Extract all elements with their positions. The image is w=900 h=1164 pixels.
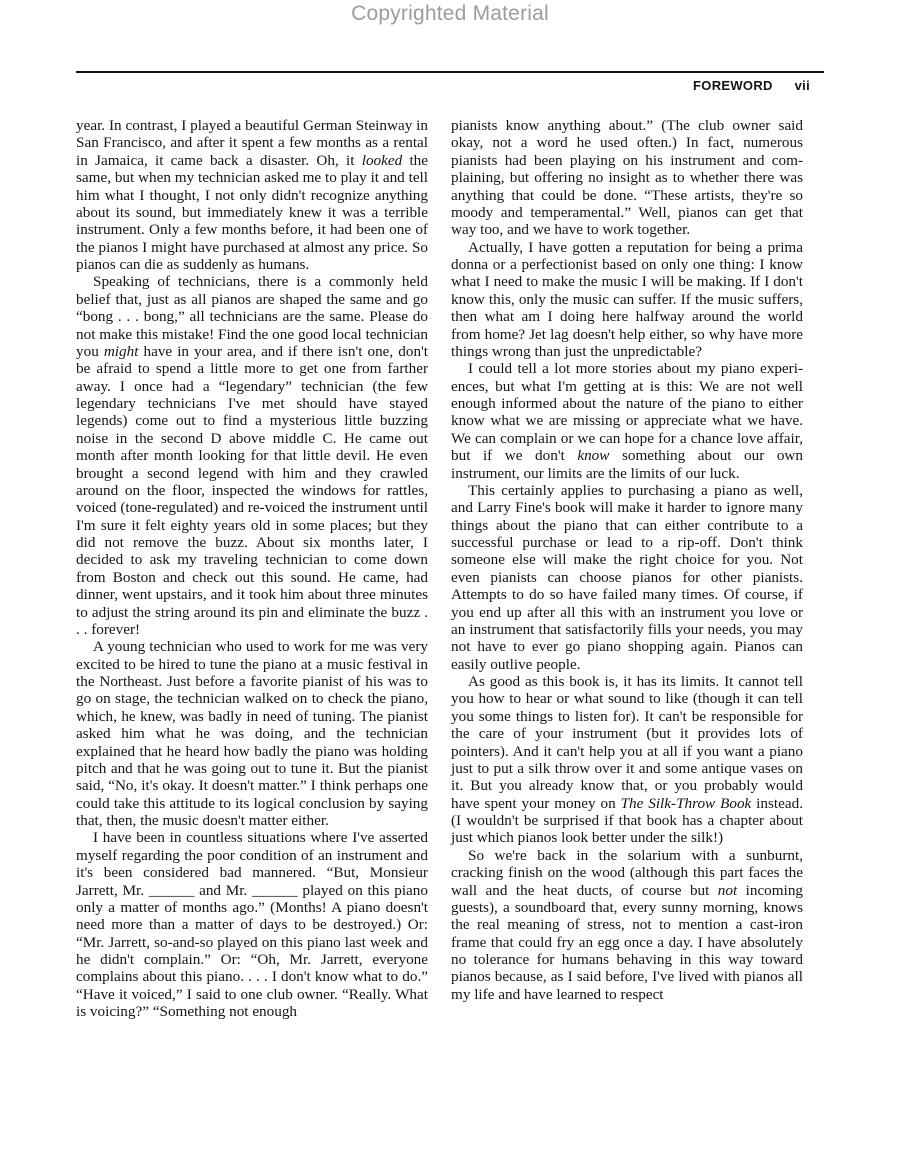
italic-text: not bbox=[717, 881, 738, 899]
italic-text: know bbox=[577, 447, 610, 465]
italic-text: The Silk-Throw Book bbox=[620, 794, 752, 812]
paragraph bbox=[451, 360, 803, 482]
text-run: As good as this book is, it has its limits. It cannot tell you how to hear or what sound to like (though it can tell you some things to listen for). It can't be responsible for the care of your instrument (but it provides lots of pointers). And it can't help you at all if you want a piano just to put a silk throw over it and some antique vases on it. But you already know that, or you probably would have spent your money on bbox=[451, 673, 803, 812]
right-text-column bbox=[451, 117, 803, 1003]
paragraph bbox=[451, 673, 803, 847]
paragraph bbox=[76, 117, 428, 273]
text-run: something about our own instrument, our limits are the limits of our luck. bbox=[451, 447, 803, 482]
text-run: the same, but when my technician asked me to play it and tell him what I thought, I not only didn't recognize anything about its sound, but immediately knew it was a terrible instrument. Only a few months before, it had been one of the pianos I might have purchased at almost any price. So pianos can die as suddenly as humans. bbox=[76, 151, 428, 273]
text-run: This certainly applies to purchasing a piano as well, and Larry Fine's book will make it harder to ignore many things about the piano that can either contribute to a successful purchase or lead to a rip-off. Don't think someone else will make the right choice for you. Not even pianists can choose pianos for other pianists. Attempts to do so have failed many times. Of course, if you end up after all this with an instrument you love or an instrument that satisfactorily fills your needs, you may not have to ever go piano shopping again. Pianos can easily outlive people. bbox=[451, 481, 803, 673]
text-run: I could tell a lot more stories about my piano experiences, but what I'm getting at is this: We are not well enough informed about the nature of the piano to either know what we are missing or appreciate what we have. We can complain or we can hope for a chance love affair, but if we don't bbox=[451, 360, 803, 465]
text-run: have in your area, and if there isn't one, don't be afraid to spend a little more to get one from farther away. I once had a “legendary” technician (the few legendary technicians I've met should have stayed legends) come out to find a mysterious little buzzing noise in the second D above middle C. He came out month after month looking for that little devil. He even brought a second legend with him and they crawled around on the floor, inspected the windows for rattles, voiced (tone-regulated) and re-voiced the instrument until I'm sure it felt eighty years old in some places; but they did not remove the buzz. About six months later, I decided to ask my traveling technician to come down from Boston and check out this sound. He came, had dinner, went upstairs, and it took him about three minutes to adjust the string around its pin and eliminate the buzz . . . forever! bbox=[76, 342, 428, 638]
copyright-watermark: Copyrighted Material bbox=[351, 2, 549, 25]
italic-text: looked bbox=[361, 151, 403, 169]
paragraph bbox=[451, 239, 803, 361]
left-text-column bbox=[76, 117, 428, 1021]
paragraph bbox=[76, 273, 428, 638]
text-run: Speaking of technicians, there is a commonly held belief that, just as all pianos are shaped the same and go “bong . . . bong,” all technicians are the same. Please do not make this mistake! Find the one good local technician you bbox=[76, 273, 428, 360]
paragraph bbox=[76, 638, 428, 829]
header-rule bbox=[76, 71, 824, 73]
text-run: instead. (I wouldn't be surprised if that book has a chapter about just which pianos look better under the silk!) bbox=[451, 794, 803, 847]
text-run: I have been in countless situations where I've asserted myself regarding the poor condition of an instrument and it's been considered bad mannered. “But, Monsieur Jarrett, Mr. ______ and Mr. ______ played on this piano only a matter of months ago.” (Months! A piano doesn't need more than a matter of days to be destroyed.) Or: “Mr. Jarrett, so-and-so played on this piano last week and he didn't complain.” Or: “Oh, Mr. Jarrett, everyone complains about this piano. . . . I don't know what to do.” “Have it voiced,” I said to one club owner. “Really. What is voicing?” “Something not enough bbox=[76, 829, 428, 1021]
running-head bbox=[693, 78, 810, 93]
italic-text: might bbox=[103, 342, 139, 360]
page-number: vii bbox=[794, 78, 810, 93]
paragraph bbox=[76, 829, 428, 1020]
paragraph bbox=[451, 117, 803, 239]
text-run: pianists know anything about.” (The club owner said okay, not a word he used often.) In fact, numerous pianists had been playing on his instrument and complaining, but offering no insight as to whether there was anything that could be done. “These artists, they're so moody and temperamental.” Well, pianos can get that way too, and we have to work together. bbox=[451, 117, 803, 239]
text-run: year. In contrast, I played a beautiful German Steinway in San Francisco, and after it spent a few months as a rental in Jamaica, it came back a disaster. Oh, it bbox=[76, 117, 428, 169]
paragraph bbox=[451, 847, 803, 1003]
paragraph bbox=[451, 482, 803, 673]
text-run: Actually, I have gotten a reputation for being a prima donna or a perfectionist based on only one thing: I know what I need to make the music I will be making. If I don't know this, only the music can suffer. If the music suffers, then what am I doing here halfway around the world from home? Jet lag doesn't help either, so why have more things wrong than just the unpredictable? bbox=[451, 238, 803, 360]
running-head-section: FOREWORD bbox=[693, 78, 773, 93]
text-run: incoming guests), a soundboard that, every sunny morning, knows the real meaning of stress, not to mention a cast-iron frame that could fry an egg once a day. I have absolutely no tolerance for humans behaving in this way toward pianos because, as I said before, I've lived with pianos all my life and have learned to respect bbox=[451, 881, 804, 1003]
text-run: A young technician who used to work for me was very excited to be hired to tune the piano at a music festival in the Northeast. Just before a favorite pianist of his was to go on stage, the technician walked on to check the piano, which, he knew, was badly in need of tuning. The pianist asked him what he was doing, and the technician explained that he heard how badly the piano was holding pitch and that he was going out to tune it. But the pianist said, “No, it's okay. It doesn't matter.” I think perhaps one could take this attitude to its logical conclusion by saying that, then, the music doesn't matter either. bbox=[76, 638, 428, 829]
text-run: So we're back in the solarium with a sunburnt, cracking finish on the wood (although this part faces the wall and the heat ducts, of course but bbox=[451, 846, 803, 899]
